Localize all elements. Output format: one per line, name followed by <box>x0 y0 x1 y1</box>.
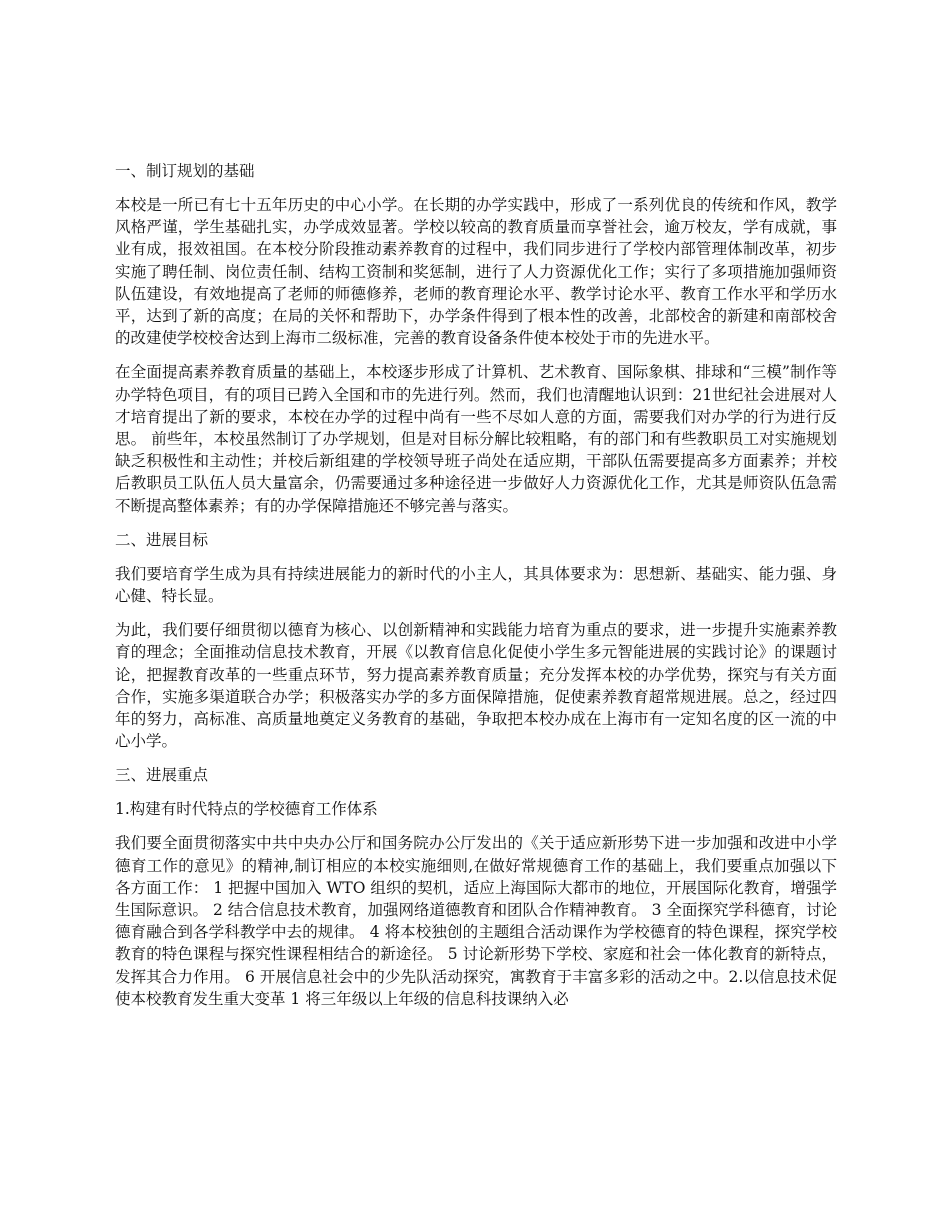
subheading-moral-education: 1.构建有时代特点的学校德育工作体系 <box>115 800 378 819</box>
paragraph-school-history: 本校是一所已有七十五年历史的中心小学。在长期的办学实践中，形成了一系列优良的传统和作风，教学风格严谨，学生基础扎实，办学成效显著。学校以较高的教育质量而享誉社会，逾万校友，学有成就，事业有成，报效祖国。在本校分阶段推动素养教育的过程中，我们同步进行了学校内部管理体制改革，初步实施了聘任制、岗位责任制、结构工资制和奖惩制，进行了人力资源优化工作；实行了多项措施加强师资队伍建设，有效地提高了老师的师德修养，老师的教育理论水平、教学讨论水平、教育工作水平和学历水平，达到了新的高度；在局的关怀和帮助下，办学条件得到了根本性的改善，北部校舍的新建和南部校舍的改建使学校校舍达到上海市二级标准，完善的教育设备条件使本校处于市的先进水平。 <box>115 196 837 348</box>
paragraph-goal-measures: 为此，我们要仔细贯彻以德育为核心、以创新精神和实践能力培育为重点的要求，进一步提升实施素养教育的理念；全面推动信息技术教育，开展《以教育信息化促使小学生多元智能进展的实践讨论》的课题讨论，把握教育改革的一些重点环节，努力提高素养教育质量；充分发挥本校的办学优势，探究与有关方面合作，实施多渠道联合办学；积极落实办学的多方面保障措施，促使素养教育超常规进展。总之，经过四年的努力，高标准、高质量地奠定义务教育的基础，争取把本校办成在上海市有一定知名度的区一流的中心小学。 <box>115 621 837 751</box>
paragraph-reflection: 在全面提高素养教育质量的基础上，本校逐步形成了计算机、艺术教育、国际象棋、排球和“三模”制作等办学特色项目，有的项目已跨入全国和市的先进行列。然而，我们也清醒地认识到：21世纪社会进展对人才培育提出了新的要求，本校在办学的过程中尚有一些不尽如人意的方面，需要我们对办学的行为进行反思。 前些年，本校虽然制订了办学规划，但是对目标分解比较粗略，有的部门和有些教职员工对实施规划缺乏积极性和主动性；并校后新组建的学校领导班子尚处在适应期，干部队伍需要提高多方面素养；并校后教职员工队伍人员大量富余，仍需要通过多种途径进一步做好人力资源优化工作，尤其是师资队伍急需不断提高整体素养；有的办学保障措施还不够完善与落实。 <box>115 363 837 515</box>
paragraph-student-goals: 我们要培育学生成为具有持续进展能力的新时代的小主人，其具体要求为：思想新、基础实、能力强、身心健、特长显。 <box>115 564 837 606</box>
section-heading-goals: 二、进展目标 <box>115 530 209 549</box>
section-heading-basis: 一、制订规划的基础 <box>115 162 255 180</box>
paragraph-moral-education: 我们要全面贯彻落实中共中央办公厅和国务院办公厅发出的《关于适应新形势下进一步加强和改进中小学德育工作的意见》的精神,制订相应的本校实施细则,在做好常规德育工作的基础上，我们要重点加强以下各方面工作： 1 把握中国加入 WTO 组织的契机，适应上海国际大都市的地位，开展国际化教育，增强学生国际意识。 2 结合信息技术教育，加强网络道德教育和团队合作精神教育。 3 全面探究学科德育，讨论德育融合到各学科教学中去的规律。 4 将本校独创的主题组合活动课作为学校德育的特色课程，探究学校教育的特色课程与探究性课程相结合的新途径。 5 讨论新形势下学校、家庭和社会一体化教育的新特点，发挥其合力作用。 6 开展信息社会中的少先队活动探究，寓教育于丰富多彩的活动之中。2.以信息技术促使本校教育发生重大变革 1 将三年级以上年级的信息科技课纳入必 <box>115 834 837 1008</box>
section-heading-priorities: 三、进展重点 <box>115 766 209 785</box>
document-page <box>115 160 837 1022</box>
